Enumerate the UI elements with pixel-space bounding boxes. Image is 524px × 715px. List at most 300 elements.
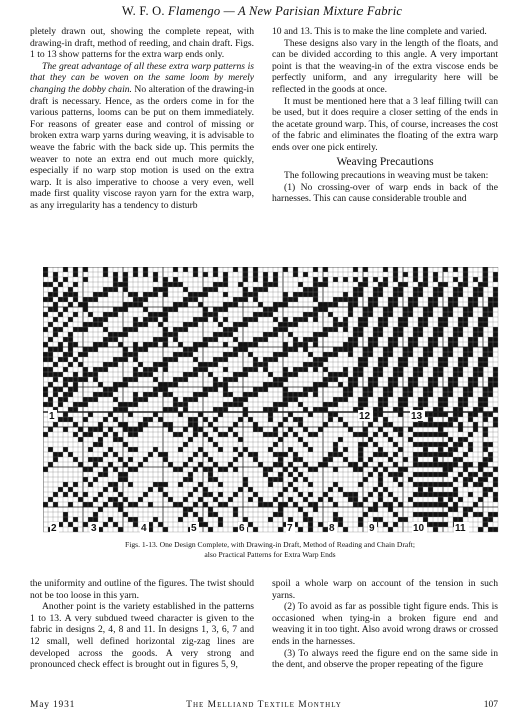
grid-cell-filled	[493, 302, 498, 307]
grid-cell-filled	[178, 502, 183, 507]
grid-cell-filled	[173, 467, 178, 472]
grid-cell-filled	[443, 312, 448, 317]
grid-cell-filled	[493, 342, 498, 347]
grid-cell-filled	[223, 352, 228, 357]
grid-cell-filled	[108, 312, 113, 317]
grid-cell-filled	[173, 327, 178, 332]
grid-cell-filled	[113, 497, 118, 502]
grid-cell-filled	[63, 277, 68, 282]
grid-cell-filled	[473, 407, 478, 412]
grid-cell-filled	[398, 292, 403, 297]
grid-cell-filled	[103, 452, 108, 457]
grid-cell-filled	[323, 457, 328, 462]
grid-cell-filled	[143, 347, 148, 352]
grid-cell-filled	[198, 302, 203, 307]
grid-cell-filled	[293, 467, 298, 472]
grid-cell-filled	[48, 347, 53, 352]
grid-cell-filled	[258, 312, 263, 317]
grid-cell-filled	[248, 342, 253, 347]
grid-cell-filled	[293, 457, 298, 462]
grid-cell-filled	[88, 517, 93, 522]
grid-cell-filled	[63, 377, 68, 382]
grid-cell-filled	[428, 462, 433, 467]
grid-cell-filled	[438, 407, 443, 412]
grid-cell-filled	[188, 507, 193, 512]
grid-cell-filled	[283, 367, 288, 372]
grid-cell-filled	[413, 277, 418, 282]
grid-cell-filled	[418, 432, 423, 437]
grid-cell-filled	[143, 422, 148, 427]
grid-cell-filled	[423, 482, 428, 487]
grid-cell-filled	[468, 307, 473, 312]
grid-cell-filled	[463, 482, 468, 487]
grid-cell-filled	[393, 372, 398, 377]
grid-cell-filled	[358, 442, 363, 447]
grid-cell-filled	[418, 402, 423, 407]
grid-cell-filled	[378, 402, 383, 407]
grid-cell-filled	[233, 347, 238, 352]
grid-cell-filled	[368, 347, 373, 352]
grid-cell-filled	[288, 482, 293, 487]
grid-cell-filled	[468, 312, 473, 317]
grid-cell-filled	[143, 297, 148, 302]
grid-cell-filled	[138, 422, 143, 427]
grid-cell-filled	[243, 412, 248, 417]
grid-cell-filled	[238, 372, 243, 377]
grid-cell-filled	[443, 472, 448, 477]
grid-cell-filled	[353, 492, 358, 497]
grid-cell-filled	[148, 452, 153, 457]
grid-cell-filled	[83, 502, 88, 507]
grid-cell-filled	[343, 387, 348, 392]
grid-cell-filled	[323, 377, 328, 382]
grid-cell-filled	[188, 292, 193, 297]
grid-cell-filled	[473, 297, 478, 302]
grid-cell-filled	[73, 402, 78, 407]
grid-cell-filled	[93, 427, 98, 432]
grid-cell-filled	[173, 282, 178, 287]
grid-cell-filled	[58, 347, 63, 352]
grid-cell-filled	[83, 432, 88, 437]
grid-cell-filled	[413, 452, 418, 457]
grid-cell-filled	[98, 472, 103, 477]
grid-cell-filled	[93, 512, 98, 517]
grid-cell-filled	[163, 407, 168, 412]
grid-cell-filled	[48, 307, 53, 312]
grid-cell-filled	[263, 467, 268, 472]
grid-cell-filled	[203, 287, 208, 292]
grid-cell-filled	[278, 452, 283, 457]
grid-cell-filled	[458, 372, 463, 377]
grid-cell-filled	[213, 272, 218, 277]
grid-cell-filled	[88, 457, 93, 462]
grid-cell-filled	[483, 267, 488, 272]
grid-cell-filled	[398, 447, 403, 452]
grid-cell-filled	[378, 447, 383, 452]
grid-cell-filled	[63, 417, 68, 422]
grid-cell-filled	[358, 432, 363, 437]
grid-cell-filled	[438, 322, 443, 327]
grid-cell-filled	[333, 302, 338, 307]
grid-cell-filled	[158, 287, 163, 292]
grid-cell-filled	[378, 327, 383, 332]
figure-number-label: 6	[239, 523, 245, 534]
grid-cell-filled	[358, 362, 363, 367]
grid-cell-filled	[478, 362, 483, 367]
grid-cell-filled	[83, 377, 88, 382]
grid-cell-filled	[278, 502, 283, 507]
grid-cell-filled	[63, 357, 68, 362]
grid-cell-filled	[398, 287, 403, 292]
grid-cell-filled	[413, 472, 418, 477]
grid-cell-filled	[88, 372, 93, 377]
grid-cell-filled	[233, 322, 238, 327]
grid-cell-filled	[208, 512, 213, 517]
grid-cell-filled	[318, 362, 323, 367]
grid-cell-filled	[433, 302, 438, 307]
grid-cell-filled	[273, 427, 278, 432]
grid-cell-filled	[293, 347, 298, 352]
grid-cell-filled	[48, 372, 53, 377]
grid-cell-filled	[343, 317, 348, 322]
grid-cell-filled	[158, 312, 163, 317]
grid-cell-filled	[443, 412, 448, 417]
grid-cell-filled	[353, 382, 358, 387]
grid-cell-filled	[293, 397, 298, 402]
grid-cell-filled	[283, 347, 288, 352]
grid-cell-filled	[443, 432, 448, 437]
grid-cell-filled	[373, 327, 378, 332]
grid-cell-filled	[368, 437, 373, 442]
grid-cell-filled	[368, 472, 373, 477]
grid-cell-filled	[298, 282, 303, 287]
grid-cell-filled	[353, 337, 358, 342]
grid-cell-filled	[453, 407, 458, 412]
grid-cell-filled	[463, 272, 468, 277]
grid-cell-filled	[333, 372, 338, 377]
grid-cell-filled	[358, 522, 363, 527]
grid-cell-filled	[438, 512, 443, 517]
grid-cell-filled	[468, 387, 473, 392]
grid-cell-filled	[463, 437, 468, 442]
grid-cell-filled	[228, 402, 233, 407]
grid-cell-filled	[228, 302, 233, 307]
grid-cell-filled	[368, 297, 373, 302]
grid-cell-filled	[483, 322, 488, 327]
grid-cell-filled	[408, 387, 413, 392]
grid-cell-filled	[388, 507, 393, 512]
grid-cell-filled	[383, 312, 388, 317]
grid-cell-filled	[443, 282, 448, 287]
grid-cell-filled	[338, 522, 343, 527]
grid-cell-filled	[413, 272, 418, 277]
grid-cell-filled	[488, 312, 493, 317]
grid-cell-filled	[163, 357, 168, 362]
grid-cell-filled	[438, 402, 443, 407]
grid-cell-filled	[268, 372, 273, 377]
grid-cell-filled	[473, 302, 478, 307]
grid-cell-filled	[383, 357, 388, 362]
grid-cell-filled	[478, 512, 483, 517]
grid-cell-filled	[443, 482, 448, 487]
grid-cell-filled	[293, 452, 298, 457]
grid-cell-filled	[483, 312, 488, 317]
grid-cell-filled	[123, 332, 128, 337]
grid-cell-filled	[243, 407, 248, 412]
grid-cell-filled	[118, 502, 123, 507]
grid-cell-filled	[63, 447, 68, 452]
grid-cell-filled	[203, 292, 208, 297]
grid-cell-filled	[173, 337, 178, 342]
grid-cell-filled	[313, 432, 318, 437]
grid-cell-filled	[438, 482, 443, 487]
grid-cell-filled	[138, 462, 143, 467]
grid-cell-filled	[303, 317, 308, 322]
grid-cell-filled	[78, 377, 83, 382]
grid-cell-filled	[378, 492, 383, 497]
grid-cell-filled	[363, 362, 368, 367]
grid-cell-filled	[413, 332, 418, 337]
grid-cell-filled	[443, 452, 448, 457]
grid-cell-filled	[473, 292, 478, 297]
grid-cell-filled	[98, 442, 103, 447]
grid-cell-filled	[73, 282, 78, 287]
grid-cell-filled	[393, 337, 398, 342]
grid-cell-filled	[193, 322, 198, 327]
grid-cell-filled	[343, 397, 348, 402]
grid-cell-filled	[193, 397, 198, 402]
grid-cell-filled	[278, 422, 283, 427]
grid-cell-filled	[483, 517, 488, 522]
grid-cell-filled	[373, 442, 378, 447]
grid-cell-filled	[273, 307, 278, 312]
grid-cell-filled	[63, 382, 68, 387]
grid-cell-filled	[333, 502, 338, 507]
grid-cell-filled	[323, 267, 328, 272]
grid-cell-filled	[123, 422, 128, 427]
grid-cell-filled	[73, 482, 78, 487]
grid-cell-filled	[133, 502, 138, 507]
grid-cell-filled	[253, 367, 258, 372]
figure-number-label: 3	[91, 523, 97, 534]
grid-cell-filled	[443, 352, 448, 357]
grid-cell-filled	[83, 367, 88, 372]
grid-cell-filled	[268, 332, 273, 337]
grid-cell-filled	[223, 327, 228, 332]
grid-cell-filled	[143, 342, 148, 347]
grid-cell-filled	[323, 302, 328, 307]
right-column-bottom	[272, 578, 498, 671]
grid-cell-filled	[378, 477, 383, 482]
grid-cell-filled	[118, 472, 123, 477]
grid-cell-filled	[473, 502, 478, 507]
grid-cell-filled	[413, 372, 418, 377]
grid-cell-filled	[443, 267, 448, 272]
grid-cell-filled	[298, 292, 303, 297]
grid-cell-filled	[43, 312, 48, 317]
grid-cell-filled	[418, 502, 423, 507]
grid-cell-filled	[423, 492, 428, 497]
grid-cell-filled	[308, 482, 313, 487]
grid-cell-filled	[313, 502, 318, 507]
grid-cell-filled	[113, 467, 118, 472]
grid-cell-filled	[48, 402, 53, 407]
grid-cell-filled	[283, 372, 288, 377]
grid-cell-filled	[458, 332, 463, 337]
grid-cell-filled	[73, 407, 78, 412]
grid-cell-filled	[428, 312, 433, 317]
grid-cell-filled	[113, 487, 118, 492]
grid-cell-filled	[73, 297, 78, 302]
grid-cell-filled	[413, 502, 418, 507]
grid-cell-filled	[288, 517, 293, 522]
grid-cell-filled	[353, 292, 358, 297]
grid-cell-filled	[293, 292, 298, 297]
grid-cell-filled	[433, 367, 438, 372]
grid-cell-filled	[118, 342, 123, 347]
grid-cell-filled	[148, 317, 153, 322]
grid-cell-filled	[263, 472, 268, 477]
grid-cell-filled	[428, 302, 433, 307]
grid-cell-filled	[88, 432, 93, 437]
grid-cell-filled	[393, 287, 398, 292]
grid-cell-filled	[473, 277, 478, 282]
grid-cell-filled	[473, 332, 478, 337]
grid-cell-filled	[118, 357, 123, 362]
grid-cell-filled	[143, 307, 148, 312]
grid-cell-filled	[263, 277, 268, 282]
grid-cell-filled	[328, 417, 333, 422]
grid-cell-filled	[403, 312, 408, 317]
grid-cell-filled	[243, 397, 248, 402]
grid-cell-filled	[273, 477, 278, 482]
grid-cell-filled	[63, 352, 68, 357]
grid-cell-filled	[458, 292, 463, 297]
grid-cell-filled	[373, 382, 378, 387]
grid-cell-filled	[363, 397, 368, 402]
grid-cell-filled	[343, 392, 348, 397]
grid-cell-filled	[373, 367, 378, 372]
grid-cell-filled	[358, 282, 363, 287]
grid-cell-filled	[258, 302, 263, 307]
grid-cell-filled	[438, 367, 443, 372]
grid-cell-filled	[383, 487, 388, 492]
grid-cell-filled	[88, 427, 93, 432]
grid-cell-filled	[378, 332, 383, 337]
grid-cell-filled	[173, 502, 178, 507]
grid-cell-filled	[383, 502, 388, 507]
grid-cell-filled	[423, 267, 428, 272]
grid-cell-filled	[113, 387, 118, 392]
grid-cell-filled	[398, 327, 403, 332]
grid-cell-filled	[53, 422, 58, 427]
grid-cell-filled	[93, 292, 98, 297]
grid-cell-filled	[133, 347, 138, 352]
grid-cell-filled	[133, 447, 138, 452]
grid-cell-filled	[203, 502, 208, 507]
grid-cell-filled	[438, 282, 443, 287]
grid-cell-filled	[253, 422, 258, 427]
grid-cell-filled	[43, 352, 48, 357]
grid-cell-filled	[363, 497, 368, 502]
grid-cell-filled	[433, 412, 438, 417]
grid-cell-filled	[173, 397, 178, 402]
grid-cell-filled	[298, 492, 303, 497]
grid-cell-filled	[408, 382, 413, 387]
grid-cell-filled	[423, 272, 428, 277]
grid-cell-filled	[203, 492, 208, 497]
grid-cell-filled	[68, 407, 73, 412]
grid-cell-filled	[78, 497, 83, 502]
grid-cell-filled	[348, 377, 353, 382]
grid-cell-filled	[133, 322, 138, 327]
grid-cell-filled	[153, 317, 158, 322]
grid-cell-filled	[313, 277, 318, 282]
grid-cell-filled	[448, 492, 453, 497]
grid-cell-filled	[413, 297, 418, 302]
grid-cell-filled	[63, 512, 68, 517]
grid-cell-filled	[198, 517, 203, 522]
grid-cell-filled	[438, 447, 443, 452]
grid-cell-filled	[303, 272, 308, 277]
grid-cell-filled	[148, 392, 153, 397]
grid-cell-filled	[418, 292, 423, 297]
grid-cell-filled	[273, 497, 278, 502]
grid-cell-filled	[423, 282, 428, 287]
grid-cell-filled	[48, 397, 53, 402]
grid-cell-filled	[88, 467, 93, 472]
grid-cell-filled	[403, 517, 408, 522]
grid-cell-filled	[368, 337, 373, 342]
grid-cell-filled	[488, 307, 493, 312]
grid-cell-filled	[378, 367, 383, 372]
grid-cell-filled	[493, 497, 498, 502]
grid-cell-filled	[348, 497, 353, 502]
grid-cell-filled	[223, 382, 228, 387]
grid-cell-filled	[183, 322, 188, 327]
grid-cell-filled	[238, 347, 243, 352]
figure-number-label: 12	[359, 411, 371, 422]
grid-cell-filled	[63, 397, 68, 402]
grid-cell-filled	[408, 392, 413, 397]
grid-cell-filled	[463, 277, 468, 282]
grid-cell-filled	[423, 312, 428, 317]
grid-cell-filled	[143, 292, 148, 297]
grid-cell-filled	[368, 457, 373, 462]
grid-cell-filled	[278, 462, 283, 467]
grid-cell-filled	[203, 392, 208, 397]
grid-cell-filled	[278, 327, 283, 332]
grid-cell-filled	[473, 512, 478, 517]
grid-cell-filled	[303, 347, 308, 352]
grid-cell-filled	[403, 282, 408, 287]
figure-number-label: 5	[191, 523, 197, 534]
grid-cell-filled	[438, 287, 443, 292]
grid-cell-filled	[358, 447, 363, 452]
grid-cell-filled	[478, 322, 483, 327]
grid-cell-filled	[323, 277, 328, 282]
grid-cell-filled	[203, 387, 208, 392]
grid-cell-filled	[63, 482, 68, 487]
grid-cell-filled	[463, 267, 468, 272]
figure-number-label: 9	[369, 523, 375, 534]
grid-cell-filled	[83, 302, 88, 307]
grid-cell-filled	[68, 487, 73, 492]
grid-cell-filled	[128, 482, 133, 487]
grid-cell-filled	[48, 337, 53, 342]
grid-cell-filled	[93, 367, 98, 372]
grid-cell-filled	[93, 392, 98, 397]
